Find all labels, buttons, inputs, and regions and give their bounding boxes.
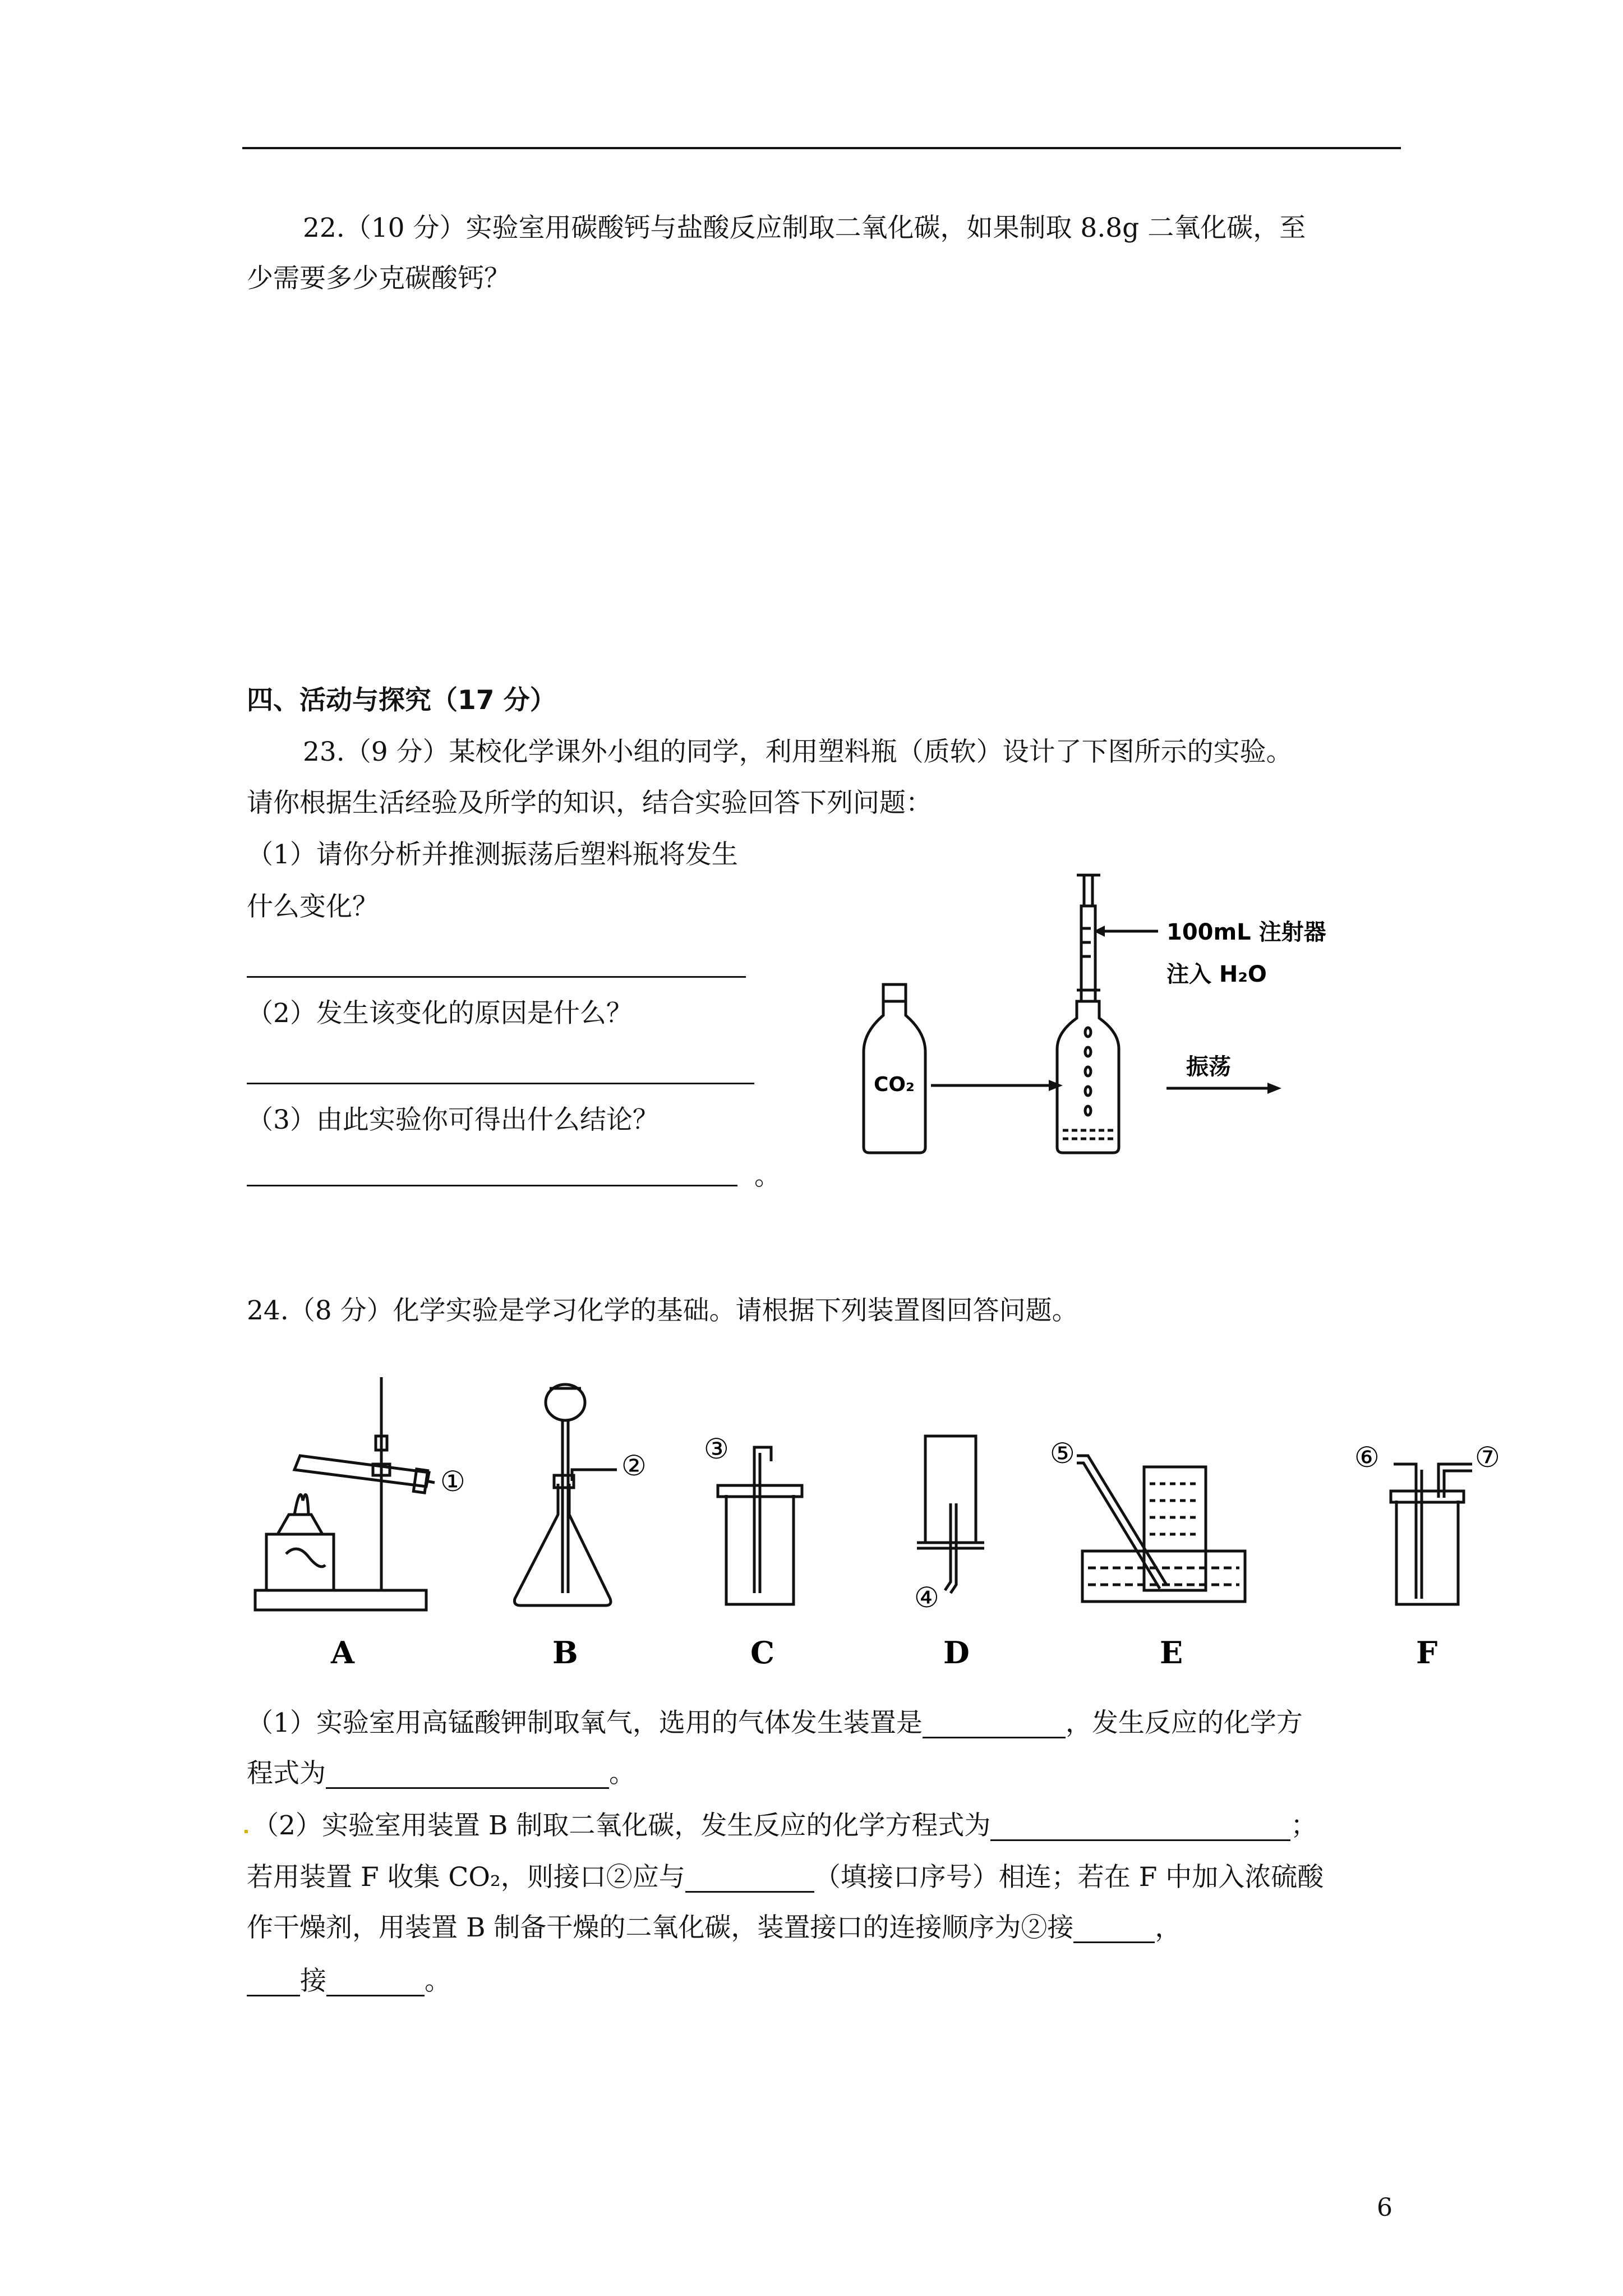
q24-part1-line1	[247, 1708, 1303, 1738]
q23-line2: 请你根据生活经验及所学的知识，结合实验回答下列问题：	[247, 788, 932, 818]
q23-part3: （3）由此实验你可得出什么结论？	[247, 1105, 659, 1135]
answer-line-3[interactable]	[247, 1185, 737, 1186]
q23-figure	[841, 864, 1346, 1178]
port-2-label: ②	[621, 1450, 647, 1482]
apparatus-label-b: B	[552, 1635, 578, 1671]
q24-apparatus-figure	[247, 1363, 1509, 1677]
port-7-label: ⑦	[1475, 1441, 1500, 1474]
q23-end-mark: 。	[754, 1161, 781, 1191]
bottle-with-syringe	[1057, 875, 1119, 1153]
q24-p2d-mid: 接	[300, 1966, 326, 1996]
q22-line1: 22.（10 分）实验室用碳酸钙与盐酸反应制取二氧化碳，如果制取 8.8g 二氧化碳，至	[303, 213, 1306, 243]
apparatus-label-d: D	[943, 1635, 970, 1671]
q24-part2-line4	[247, 1966, 451, 1996]
q24-p2a-pre: （2）实验室用装置 B 制取二氧化碳，发生反应的化学方程式为	[252, 1810, 991, 1841]
blank-order-2[interactable]	[247, 1971, 300, 1996]
q24-p1b-pre: 程式为	[247, 1758, 326, 1789]
q24-p2c-post: ，	[1155, 1912, 1182, 1943]
q24-p2a-post: ；	[1290, 1810, 1317, 1841]
q22-line2: 少需要多少克碳酸钙？	[247, 263, 510, 294]
q24-p2c-pre: 作干燥剂，用装置 B 制备干燥的二氧化碳，装置接口的连接顺序为②接	[247, 1912, 1074, 1943]
shake-label: 振荡	[1186, 1054, 1231, 1080]
answer-line-2[interactable]	[247, 1083, 754, 1084]
blank-generator[interactable]	[923, 1713, 1066, 1738]
q24-p1a-pre: （1）实验室用高锰酸钾制取氧气，选用的气体发生装置是	[247, 1708, 923, 1738]
q23-part2: （2）发生该变化的原因是什么？	[247, 998, 633, 1029]
blank-equation-2[interactable]	[990, 1816, 1290, 1841]
apparatus-f	[1391, 1464, 1472, 1604]
port-4-label: ④	[914, 1581, 939, 1614]
port-3-label: ③	[704, 1433, 729, 1465]
apparatus-label-f: F	[1416, 1635, 1438, 1671]
q24-part2-line2	[247, 1862, 1324, 1893]
apparatus-a	[255, 1377, 435, 1610]
blank-order-3[interactable]	[326, 1971, 425, 1996]
apparatus-d	[917, 1436, 984, 1593]
stray-dot	[245, 1830, 248, 1833]
q23-part1a: （1）请你分析并推测振荡后塑料瓶将发生	[247, 839, 738, 870]
q24-part2-line3	[247, 1913, 1181, 1943]
q24-p1b-post: 。	[609, 1758, 635, 1789]
header-rule	[242, 147, 1401, 149]
q24-p2d-post: 。	[425, 1966, 451, 1996]
blank-order-1[interactable]	[1073, 1918, 1155, 1943]
port-1-label: ①	[440, 1465, 465, 1498]
blank-port[interactable]	[685, 1867, 814, 1893]
page-number: 6	[1377, 2193, 1393, 2222]
q23-part1b: 什么变化？	[247, 891, 379, 922]
port-5-label: ⑤	[1050, 1437, 1075, 1470]
q24-p1a-post: ，发生反应的化学方	[1065, 1708, 1303, 1738]
q24-part2-line1	[252, 1811, 1317, 1841]
apparatus-c	[718, 1447, 802, 1604]
blank-equation-1[interactable]	[326, 1764, 609, 1789]
apparatus-label-a: A	[331, 1635, 354, 1671]
inject-label: 注入 H₂O	[1166, 961, 1267, 987]
answer-line-1[interactable]	[247, 976, 746, 978]
apparatus-b	[514, 1384, 617, 1605]
section-title: 四、活动与探究（17 分）	[247, 685, 556, 716]
port-6-label: ⑥	[1354, 1441, 1380, 1474]
co2-label: CO₂	[874, 1073, 915, 1096]
apparatus-e	[1077, 1456, 1245, 1602]
q24-intro: 24.（8 分）化学实验是学习化学的基础。请根据下列装置图回答问题。	[247, 1295, 1078, 1326]
q24-p2b-pre: 若用装置 F 收集 CO₂，则接口②应与	[247, 1862, 685, 1893]
q23-line1: 23.（9 分）某校化学课外小组的同学，利用塑料瓶（质软）设计了下图所示的实验。	[303, 737, 1293, 767]
apparatus-label-e: E	[1160, 1635, 1183, 1671]
q24-p2b-post: （填接口序号）相连；若在 F 中加入浓硫酸	[814, 1862, 1324, 1893]
apparatus-label-c: C	[750, 1635, 774, 1671]
syringe-label: 100mL 注射器	[1166, 919, 1326, 945]
q24-part1-line2	[247, 1759, 635, 1789]
co2-bottle	[864, 984, 925, 1153]
